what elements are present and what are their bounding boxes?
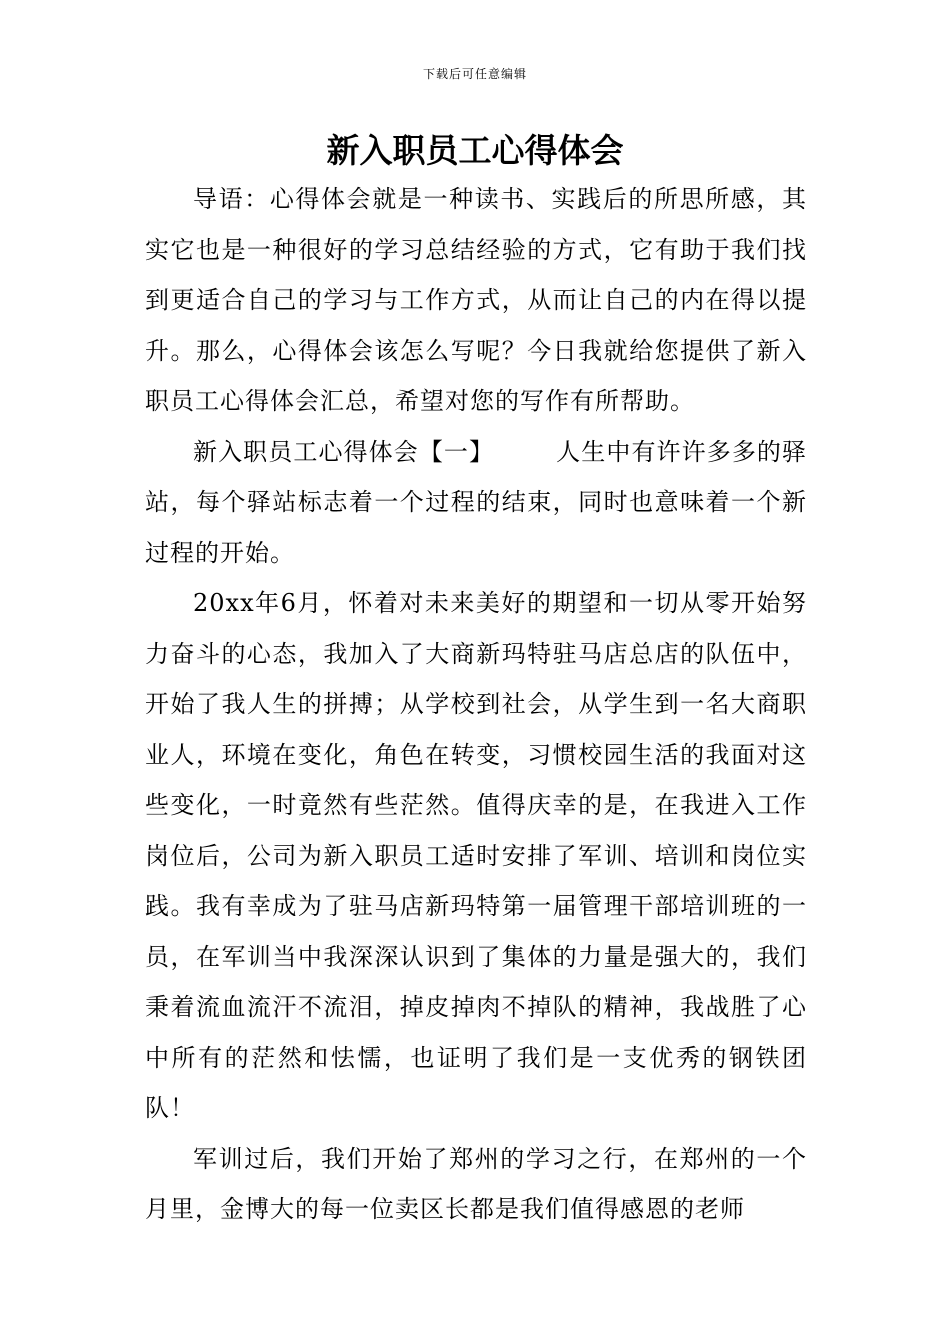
section-one-paragraph bbox=[145, 427, 807, 579]
intro-paragraph: 导语：心得体会就是一种读书、实践后的所思所感，其实它也是一种很好的学习总结经验的方式，它有助于我们找到更适合自己的学习与工作方式，从而让自己的内在得以提升。那么，心得体会该怎么写呢？今日我就给您提供了新入职员工心得体会汇总，希望对您的写作有所帮助。 bbox=[145, 185, 807, 415]
body-paragraph-military-training: 20xx年6月，怀着对未来美好的期望和一切从零开始努力奋斗的心态，我加入了大商新玛特驻马店总店的队伍中，开始了我人生的拼搏；从学校到社会，从学生到一名大商职业人，环境在变化，角色在转变，习惯校园生活的我面对这些变化，一时竟然有些茫然。值得庆幸的是，在我进入工作岗位后，公司为新入职员工适时安排了军训、培训和岗位实践。我有幸成为了驻马店新玛特第一届管理干部培训班的一员，在军训当中我深深认识到了集体的力量是强大的，我们秉着流血流汗不流泪，掉皮掉肉不掉队的精神，我战胜了心中所有的茫然和怯懦，也证明了我们是一支优秀的钢铁团队！ bbox=[145, 589, 807, 1122]
document-title: 新入职员工心得体会 bbox=[326, 131, 624, 170]
section-one-heading: 新入职员工心得体会【一】 bbox=[193, 437, 495, 466]
document-body bbox=[145, 174, 807, 1235]
body-paragraph-zhengzhou: 军训过后，我们开始了郑州的学习之行，在郑州的一个月里，金博大的每一位卖区长都是我们值得感恩的老师 bbox=[145, 1144, 807, 1223]
section-one-text: 人生中有许许多多的驿站，每个驿站标志着一个过程的结束，同时也意味着一个新过程的开始。 bbox=[145, 437, 808, 567]
header-note: 下载后可任意编辑 bbox=[422, 67, 527, 81]
